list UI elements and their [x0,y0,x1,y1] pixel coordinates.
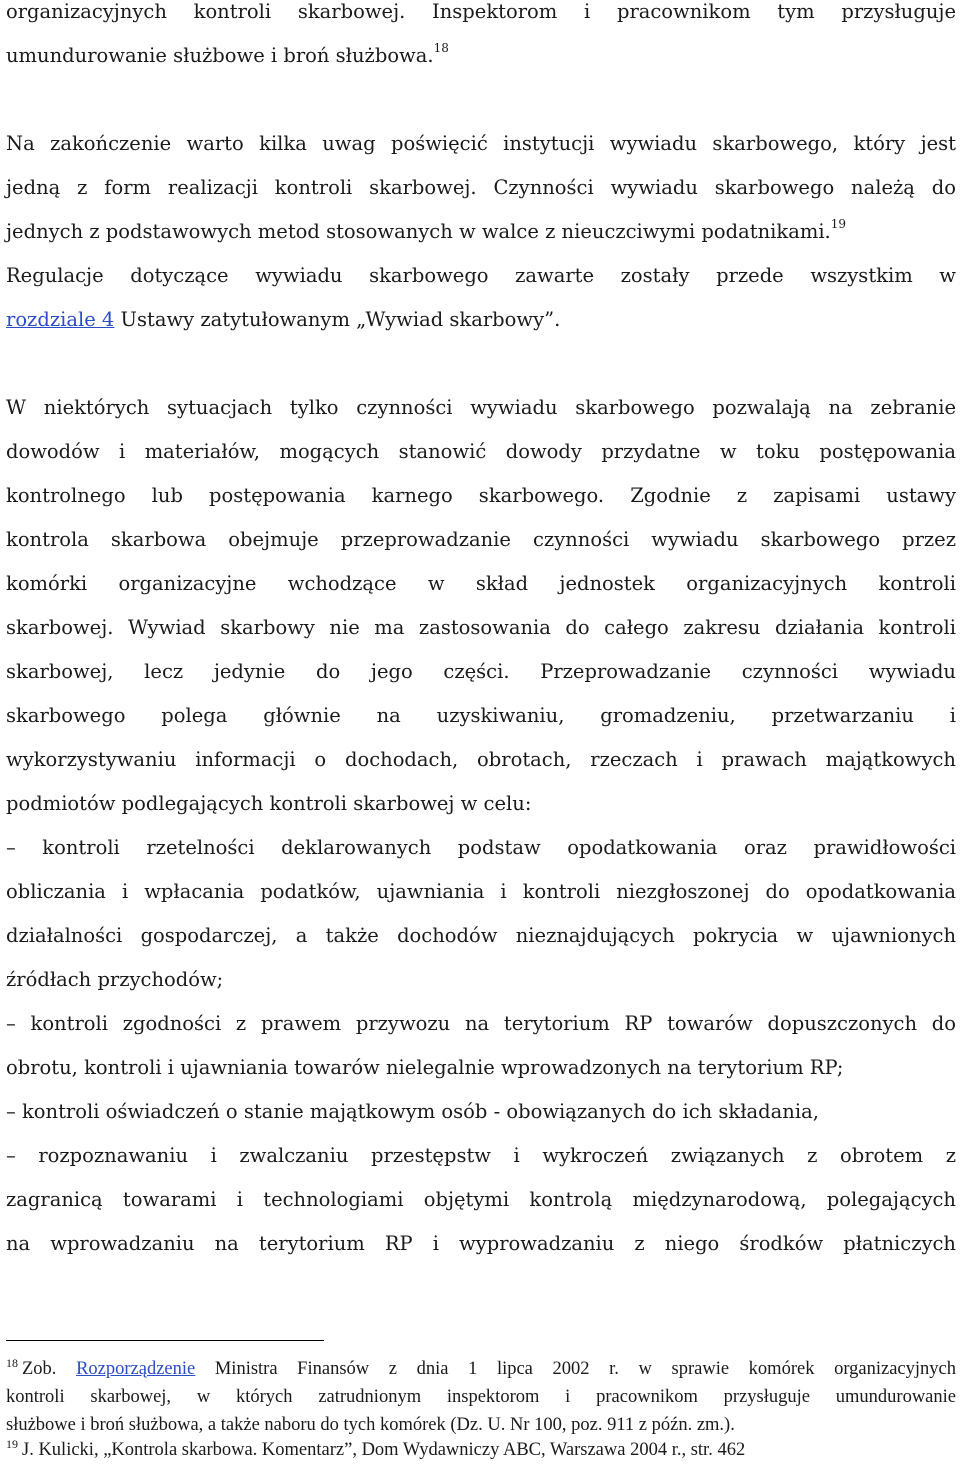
paragraph2-line1: Na zakończenie warto kilka uwag poświęcić instytucji wywiadu skarbowego, który jest [6,132,956,155]
paragraph2-line4: Regulacje dotyczące wywiadu skarbowego zawarte zostały przede wszystkim w [6,264,956,287]
paragraph3-line: zagranicą towarami i technologiami objętymi kontrolą międzynarodową, polegających [6,1188,956,1211]
footnote-18-pre: Zob. [22,1359,77,1379]
paragraph1-line1 [6,2,956,22]
paragraph3-line: obrotu, kontroli i ujawniania towarów nielegalnie wprowadzonych na terytorium RP; [6,1056,844,1079]
paragraph3-line: na wprowadzaniu na terytorium RP i wyprowadzaniu z niego środków płatniczych [6,1232,956,1255]
paragraph3-line: kontrolnego lub postępowania karnego skarbowego. Zgodnie z zapisami ustawy [6,484,956,507]
paragraph2-line2: jedną z form realizacji kontroli skarbowej. Czynności wywiadu skarbowego należą do [6,176,956,199]
footnote-18-line1-rest: Ministra Finansów z dnia 1 lipca 2002 r. w sprawie komórek organizacyjnych [195,1359,956,1379]
footnote-18-line1 [6,1356,956,1379]
paragraph2-line5 [6,310,956,330]
paragraph3-line: – rozpoznawaniu i zwalczaniu przestępstw i wykroczeń związanych z obrotem z [6,1144,956,1167]
paragraph3-line: dowodów i materiałów, mogących stanowić dowody przydatne w toku postępowania [6,440,956,463]
paragraph3-line: działalności gospodarczej, a także dochodów nieznajdujących pokrycia w ujawnionych [6,924,956,947]
paragraph3-line: źródłach przychodów; [6,968,224,991]
link-rozdziale-4[interactable]: rozdziale 4 [6,308,115,331]
footnote-19-line [6,1437,956,1460]
paragraph2-line5-text: Ustawy zatytułowanym „Wywiad skarbowy”. [114,308,561,331]
paragraph1-line1-text: organizacyjnych kontroli skarbowej. Inspektorom i pracownikom tym przysługuje [6,0,956,23]
paragraph3-line: wykorzystywaniu informacji o dochodach, obrotach, rzeczach i prawach majątkowych [6,748,956,771]
paragraph3-line: – kontroli rzetelności deklarowanych podstaw opodatkowania oraz prawidłowości [6,836,956,859]
footnote-19-number: 19 [6,1437,18,1451]
footnote-19-text: J. Kulicki, „Kontrola skarbowa. Komentarz”, Dom Wydawniczy ABC, Warszawa 2004 r., str. 462 [22,1440,746,1460]
footnote-separator [6,1340,324,1341]
link-rozporzadzenie[interactable]: Rozporządzenie [76,1359,196,1379]
footnote-ref-19[interactable]: 19 [830,217,847,231]
paragraph3-line: skarbowej. Wywiad skarbowy nie ma zastosowania do całego zakresu działania kontroli [6,616,956,639]
paragraph3-line: obliczania i wpłacania podatków, ujawniania i kontroli niezgłoszonej do opodatkowania [6,880,956,903]
footnote-18-line3: służbowe i broń służbowa, a także naboru do tych komórek (Dz. U. Nr 100, poz. 911 z późn. zm.). [6,1415,735,1435]
paragraph1-line2 [6,41,956,67]
footnote-18-number: 18 [6,1356,18,1370]
paragraph2-line3-text: jednych z podstawowych metod stosowanych w walce z nieuczciwymi podatnikami. [6,220,831,243]
paragraph3-line: W niektórych sytuacjach tylko czynności wywiadu skarbowego pozwalają na zebranie [6,396,956,419]
paragraph3-line: skarbowej, lecz jedynie do jego części. Przeprowadzanie czynności wywiadu [6,660,956,683]
paragraph3-line: – kontroli zgodności z prawem przywozu na terytorium RP towarów dopuszczonych do [6,1012,956,1035]
paragraph3-line: kontrola skarbowa obejmuje przeprowadzanie czynności wywiadu skarbowego przez [6,528,956,551]
paragraph3-line: komórki organizacyjne wchodzące w skład jednostek organizacyjnych kontroli [6,572,956,595]
footnote-18-line2: kontroli skarbowej, w których zatrudnionym inspektorom i pracownikom przysługuje umundurowanie [6,1387,956,1407]
paragraph1-line2-text: umundurowanie służbowe i broń służbowa. [6,44,434,67]
paragraph2-line3 [6,217,956,243]
footnote-ref-18[interactable]: 18 [433,41,449,55]
paragraph3-line: – kontroli oświadczeń o stanie majątkowym osób - obowiązanych do ich składania, [6,1100,819,1123]
paragraph3-line: skarbowego polega głównie na uzyskiwaniu, gromadzeniu, przetwarzaniu i [6,704,956,727]
paragraph3-line: podmiotów podlegających kontroli skarbowej w celu: [6,792,532,815]
